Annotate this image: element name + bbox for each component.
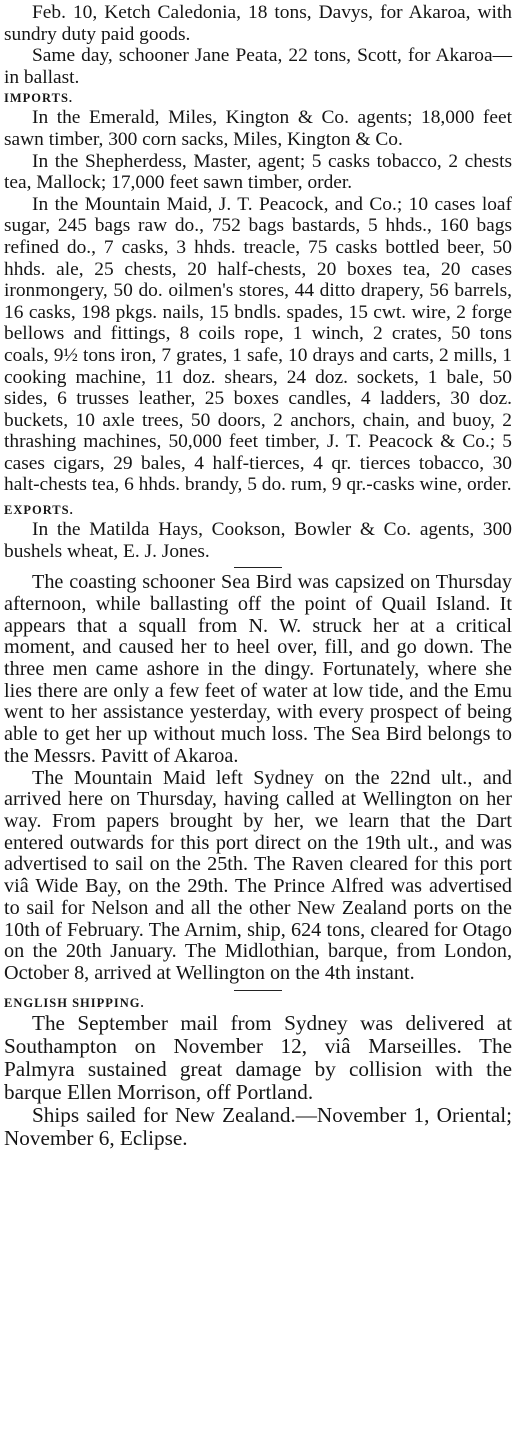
import-mountain-maid: In the Mountain Maid, J. T. Peacock, and Co.; 10 cases loaf sugar, 245 bags raw do., 752 bags bastards, 5 hhds., 160 bags refined do., 7 casks, 3 hhds. treacle, 75 casks bottled beer, 50 hhds. ale, 25 chests, 20 half-chests, 20 boxes tea, 20 cases ironmongery, 50 do. oilmen's stores, 44 ditto drapery, 56 barrels, 16 casks, 198 pkgs. nails, 15 bndls. spades, 15 cwt. wire, 2 forge bellows and fittings, 8 coils rope, 1 winch, 2 crates, 50 tons coals, 9½ tons iron, 7 grates, 1 safe, 10 drays and carts, 2 mills, 1 cooking machine, 11 doz. shears, 24 doz. sockets, 1 bale, 50 sides, 6 trusses leather, 25 boxes candles, 4 ladders, 30 doz. buckets, 10 axle trees, 50 doors, 2 anchors, chain, and buoy, 2 thrashing machines, 50,000 feet timber, J. T. Peacock & Co.; 5 cases cigars, 29 bales, 4 half-tierces, 4 qr. tierces tobacco, 30 halt-chests tea, 6 hhds. brandy, 5 do. rum, 9 qr.-casks wine, order. xyxy=(4,193,512,496)
section-divider xyxy=(234,567,282,568)
shipping-item-jane-peata: Same day, schooner Jane Peata, 22 tons, Scott, for Akaroa—in ballast. xyxy=(4,45,512,88)
section-divider xyxy=(234,990,282,991)
news-sea-bird: The coasting schooner Sea Bird was capsized on Thursday afternoon, while ballasting off the point of Quail Island. It appears that a squall from N. W. struck her at a critical moment, and caused her to heel over, fill, and go down. The three men came ashore in the dingy. Fortunately, where she lies there are only a few feet of water at low tide, and the Emu went to her assistance yesterday, with every prospect of being able to get her up without much loss. The Sea Bird belongs to the Messrs. Pavitt of Akaroa. xyxy=(4,571,512,767)
news-mountain-maid: The Mountain Maid left Sydney on the 22nd ult., and arrived here on Thursday, having called at Wellington on her way. From papers brought by her, we learn that the Dart entered outwards for this port direct on the 19th ult., and was advertised to sail on the 25th. The Raven cleared for this port viâ Wide Bay, on the 29th. The Prince Alfred was advertised to sail for Nelson and all the other New Zealand ports on the 10th of February. The Arnim, ship, 624 tons, cleared for Otago on the 20th January. The Midlothian, barque, from London, October 8, arrived at Wellington on the 4th instant. xyxy=(4,766,512,984)
import-shepherdess: In the Shepherdess, Master, agent; 5 casks tobacco, 2 chests tea, Mallock; 17,000 feet sawn timber, order. xyxy=(4,150,512,194)
imports-heading: IMPORTS. xyxy=(4,91,74,106)
exports-heading: EXPORTS. xyxy=(4,503,74,518)
import-emerald: In the Emerald, Miles, Kington & Co. agents; 18,000 feet sawn timber, 300 corn sacks, Miles, Kington & Co. xyxy=(4,107,512,150)
ships-sailed-paragraph: Ships sailed for New Zealand.—November 1, Oriental; November 6, Eclipse. xyxy=(4,1102,512,1151)
export-matilda-hays: In the Matilda Hays, Cookson, Bowler & Co. agents, 300 bushels wheat, E. J. Jones. xyxy=(4,519,512,562)
english-shipping-heading: ENGLISH SHIPPING. xyxy=(4,995,145,1010)
shipping-item-caledonia: Feb. 10, Ketch Caledonia, 18 tons, Davys, for Akaroa, with sundry duty paid goods. xyxy=(4,2,512,45)
newspaper-column xyxy=(4,2,512,1150)
english-mail-paragraph: The September mail from Sydney was delivered at Southampton on November 12, viâ Marseilles. The Palmyra sustained great damage by collision with the barque Ellen Morrison, off Portland. xyxy=(4,1010,512,1104)
